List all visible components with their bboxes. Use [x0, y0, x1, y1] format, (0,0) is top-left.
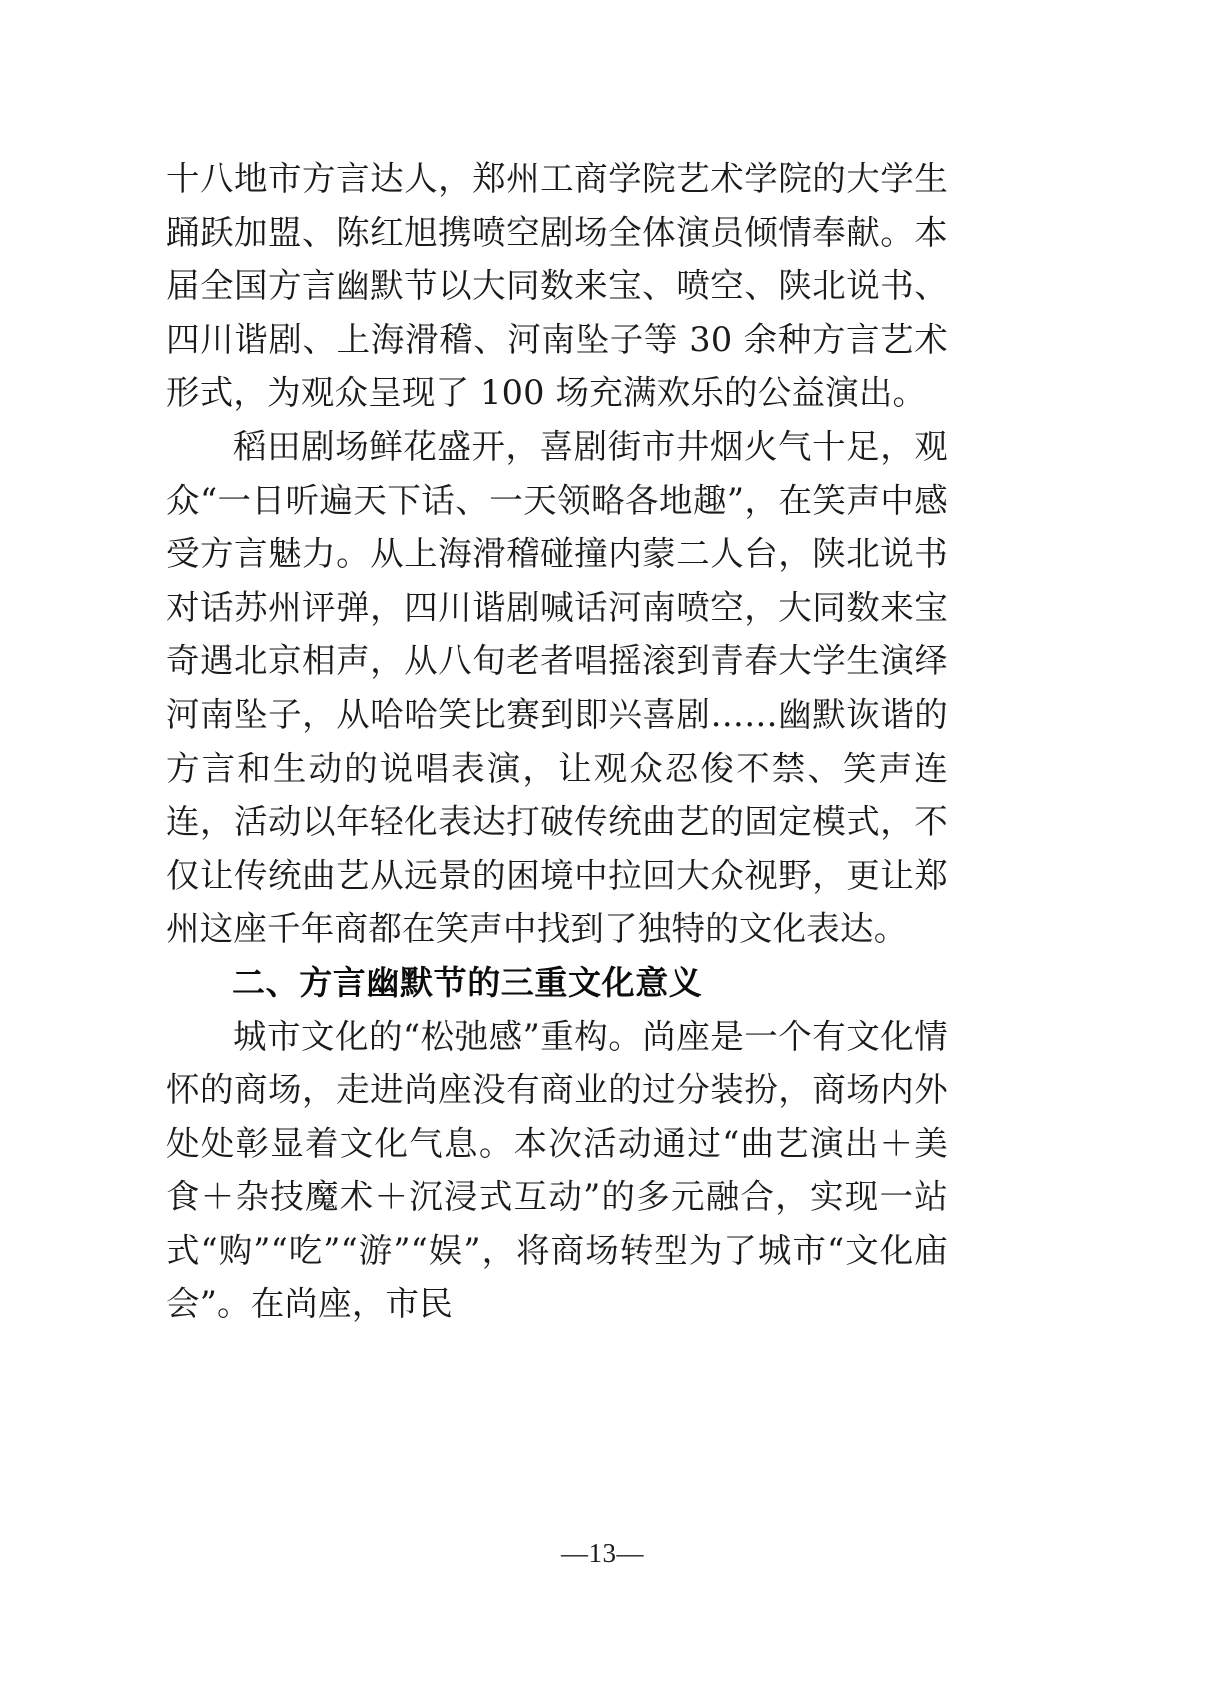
page-number: —13— — [561, 1538, 644, 1568]
paragraph-rice-field-theater: 稻田剧场鲜花盛开，喜剧街市井烟火气十足，观众“一日听遍天下话、一天领略各地趣”，在笑声中感受方言魅力。从上海滑稽碰撞内蒙二人台，陕北说书对话苏州评弹，四川谐剧喊话河南喷空，大同数来宝奇遇北京相声，从八旬老者唱摇滚到青春大学生演绎河南坠子，从哈哈笑比赛到即兴喜剧……幽默诙谐的方言和生动的说唱表演，让观众忍俊不禁、笑声连连，活动以年轻化表达打破传统曲艺的固定模式，不仅让传统曲艺从远景的困境中拉回大众视野，更让郑州这座千年商都在笑声中找到了独特的文化表达。 — [166, 426, 948, 949]
heading-three-fold-cultural-meaning: 二、方言幽默节的三重文化意义 — [232, 962, 703, 1002]
paragraph-dialect-festival-forms: 十八地市方言达人，郑州工商学院艺术学院的大学生踊跃加盟、陈红旭携喷空剧场全体演员倾情奉献。本届全国方言幽默节以大同数来宝、喷空、陕北说书、四川谐剧、上海滑稽、河南坠子等 30 余种方言艺术形式，为观众呈现了 100 场充满欢乐的公益演出。 — [166, 159, 948, 413]
paragraph-urban-culture-relaxation: 城市文化的“松弛感”重构。尚座是一个有文化情怀的商场，走进尚座没有商业的过分装扮，商场内外处处彰显着文化气息。本次活动通过“曲艺演出＋美食＋杂技魔术＋沉浸式互动”的多元融合，实现一站式“购”“吃”“游”“娱”，将商场转型为了城市“文化庙会”。在尚座，市民 — [166, 1016, 948, 1324]
text-column — [166, 152, 948, 1331]
